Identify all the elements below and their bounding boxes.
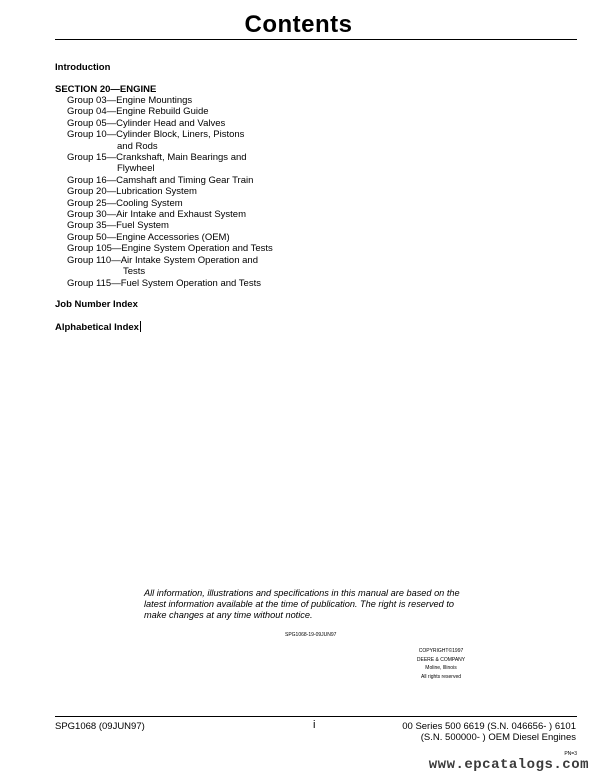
disclaimer-notice: All information, illustrations and specifications in this manual are based on the latest information available at the time of publication. The right is reserved to make changes at any time without notice. (144, 588, 460, 620)
toc-group-item[interactable] (67, 186, 327, 197)
title-divider (55, 39, 577, 40)
footer-engine-series (402, 721, 576, 743)
toc-group-line: Group 05—Cylinder Head and Valves (67, 117, 226, 129)
company-name: DEERE & COMPANY (416, 656, 466, 663)
toc-group-item[interactable] (67, 243, 327, 254)
toc-group-item[interactable] (67, 198, 327, 209)
toc-alphabetical-index[interactable] (55, 321, 141, 333)
toc-group-item[interactable] (67, 106, 327, 117)
watermark-text: www.epcatalogs.com (428, 757, 589, 773)
toc-group-item[interactable] (67, 209, 327, 220)
toc-group-line: Group 50—Engine Accessories (OEM) (67, 231, 230, 243)
toc-group-line: Group 20—Lubrication System (67, 186, 197, 198)
footer-doc-id: SPG1068 (09JUN97) (55, 721, 145, 732)
alphabetical-index-label: Alphabetical Index (55, 322, 139, 333)
toc-group-item[interactable] (67, 255, 327, 278)
pn-label: PN=3 (564, 751, 577, 757)
toc-group-item[interactable] (67, 129, 327, 152)
toc-job-number-index[interactable]: Job Number Index (55, 299, 138, 310)
footer-divider (55, 716, 577, 717)
toc-group-line: and Rods (117, 140, 158, 152)
toc-group-item[interactable] (67, 175, 327, 186)
toc-group-item[interactable] (67, 118, 327, 129)
toc-group-list (67, 95, 327, 289)
toc-group-line: Group 15—Crankshaft, Main Bearings and (67, 152, 247, 164)
toc-introduction[interactable]: Introduction (55, 62, 111, 73)
toc-group-item[interactable] (67, 232, 327, 243)
copyright-block (406, 647, 476, 681)
toc-group-line: Group 35—Fuel System (67, 220, 169, 232)
toc-group-line: Group 105—Engine System Operation and Tests (67, 243, 273, 255)
footer-page-number: i (313, 719, 316, 731)
toc-group-line: Group 03—Engine Mountings (67, 95, 193, 106)
toc-group-item[interactable] (67, 152, 327, 175)
toc-group-line: Group 115—Fuel System Operation and Tests (67, 277, 261, 289)
toc-group-line: Tests (123, 266, 146, 278)
page-title: Contents (244, 11, 353, 38)
copyright-line: COPYRIGHT©1997 (418, 648, 464, 654)
rights-reserved: All rights reserved (420, 673, 461, 680)
toc-group-line: Group 30—Air Intake and Exhaust System (67, 209, 247, 221)
text-cursor (140, 321, 141, 332)
footer-series-line: 00 Series 500 6619 (S.N. 046656- ) 6101 (402, 721, 576, 732)
toc-group-line: Group 10—Cylinder Block, Liners, Pistons (67, 129, 245, 141)
company-location: Moline, Illinois (425, 665, 457, 671)
toc-group-line: Group 110—Air Intake System Operation and (67, 254, 258, 266)
document-code: SPG1068-19-09JUN97 (285, 632, 337, 638)
toc-group-line: Group 16—Camshaft and Timing Gear Train (67, 174, 254, 186)
toc-group-item[interactable] (67, 95, 327, 106)
footer-serial-line: (S.N. 500000- ) OEM Diesel Engines (420, 732, 576, 743)
toc-group-line: Flywheel (117, 163, 155, 175)
toc-group-item[interactable] (67, 220, 327, 231)
toc-section-heading[interactable]: SECTION 20—ENGINE (55, 84, 157, 95)
toc-group-line: Group 25—Cooling System (67, 197, 183, 209)
toc-group-item[interactable] (67, 278, 327, 289)
toc-group-line: Group 04—Engine Rebuild Guide (67, 106, 209, 118)
